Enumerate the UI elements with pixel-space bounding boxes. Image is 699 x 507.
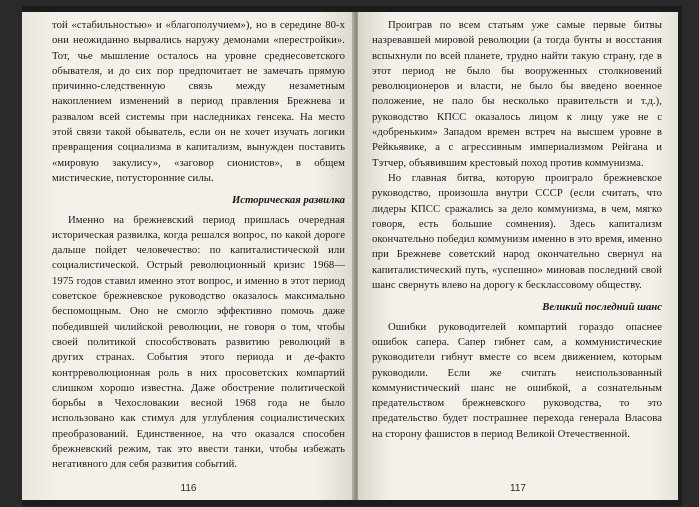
left-page	[22, 12, 355, 500]
right-paragraph-2: Но главная битва, которую проиграло брежневское руководство, произошла внутри СССР (если считать, что лидеры КПСС сражались за дело коммунизма, в чем, мягко говоря, есть большие сомнения). Здесь капитализм окончательно победил коммунизм именно в это время, именно при Брежневе советский народ окончательно свернул на капиталистический путь, «успешно» миновав последний свой шанс свернуть влево на дорогу к бесклассовому обществу.	[372, 171, 662, 292]
right-section-heading: Великий последний шанс	[542, 301, 662, 314]
left-section-heading: Историческая развилка	[231, 194, 345, 207]
right-paragraph-3: Ошибки руководителей компартий гораздо опаснее ошибок сапера. Сапер гибнет сам, а коммунистические руководители гибнут вместе со всем движением, которым руководили. Если же считать неиспользованный коммунистический шанс не ошибкой, а сознательным предательством брежневского руководства, то это предательство будет пострашнее перехода генерала Власова на сторону фашистов в период Великой Отечественной.	[372, 320, 662, 440]
right-page-number: 117	[510, 483, 526, 494]
right-paragraph-1: Проиграв по всем статьям уже самые первые битвы назревавшей мировой революции (а тогда бунты и восстания вспыхнули по всей планете, трудно найти такую страну, где в этот период не было бы вооруженных столкновений революционеров и власти, не было бы введено военное положение, не пало бы несколько правительств и т.д.), руководство КПСС оказалось лицом к лицу уже не с «добреньким» Западом времен встреч на высшем уровне в Рейкьявике, а с агрессивным империализмом Рейгана и Тэтчер, объявившим крестовый поход против коммунизма.	[372, 19, 662, 169]
left-paragraph-1: той «стабильностью» и «благополучием»), но в середине 80-х они неожиданно вырвались наружу демонами «перестройки». Тот, чье мышление осталось на уровне среднесоветского обывателя, и до сих пор предпочитает не замечать прямую причинно-следственную связь между незаметным накоплением изменений в период правления Брежнева и развалом всей системы при наследниках генсека. На место этой связи такой обыватель, если он не хочет изучать логики превращения социализма в капитализм, вынужден поставить «мировую закулису», «заговор сионистов», в общем мистические, потусторонние силы.	[52, 19, 345, 184]
left-page-number: 116	[180, 483, 197, 494]
right-page	[358, 12, 678, 500]
left-paragraph-2: Именно на брежневский период пришлась очередная историческая развилка, когда решался вопрос, по какой дороге дальше пойдет человечество: по капиталистической или социалистической. Острый революционный кризис 1968—1975 годов ставил именно этот вопрос, и именно в этот период советское брежневское руководство оказалось максимально беспомощным. Оно не смогло эффективно помочь даже победившей чилийской революции, не говоря о том, чтобы своей политикой способствовать развитию революций в других странах. События этого периода и де-факто контрреволюционная роль в них просоветских компартий слишком хорошо известна. Даже обострение политической борьбы в Чехословакии весной 1968 года не было использовано как стимул для углубления социалистических преобразований. Единственное, на что оказался способен брежневский режим, так это ввести танки, чтобы избежать негативного для себя развития событий.	[52, 213, 345, 471]
